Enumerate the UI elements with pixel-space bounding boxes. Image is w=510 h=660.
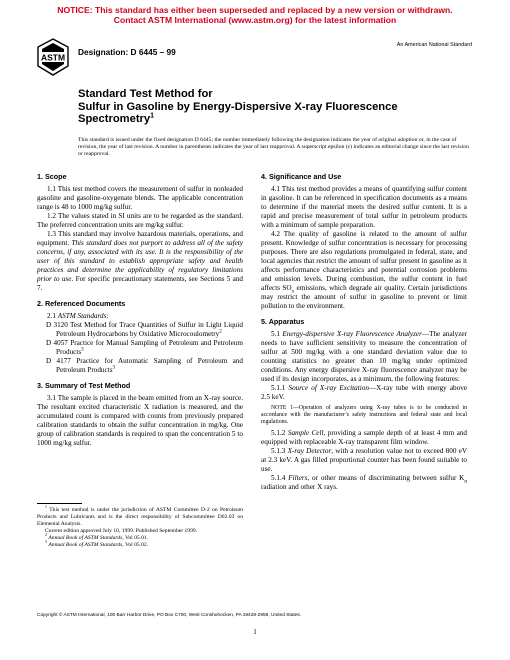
footnote-2: $^2$ Annual Book of ASTM Standards, Vol 05.01. (45, 533, 149, 541)
para-5-1-3: 5.1.3 X-ray Detector, with a resolution value not to exceed 800 eV at 2.3 keV. A gas filled proportional counter has been found suitable to use. (261, 447, 468, 473)
para-4-2: 4.2 The quality of gasoline is related to the amount of sulfur present. Knowledge of sulfur concentration is necessary for processing purposes. There are also regulations promulgated in federal, state, and local agencies that restrict the amount of sulfur present in gasoline as it affects performance characteristics and potential corrosion problems and emission levels. During combustion, the sulfur content in fuel affects $SO_x$ emissions, which degrade air quality. Certain jurisdictions may restrict the amount of sulfur in gasoline to prevent or limit pollution to the environment. (261, 230, 467, 310)
title-footnote-mark: 1 (150, 112, 155, 120)
notice-line-1: NOTICE: This standard has either been superseded and replaced by a new version or withdrawn. (57, 5, 453, 15)
title-line-3: Spectrometry$^1$ (78, 112, 155, 125)
para-3-1: 3.1 The sample is placed in the beam emitted from an X-ray source. The resultant excited characteristic X radiation is measured, and the accumulated count is compared with counts from previously prepared calibration standards to obtain the sulfur concentration in mg/kg. One group of calibration standards is required to span the concentration 5 to 1000 mg/kg sulfur. (37, 394, 243, 447)
reference-d3120: D 3120 Test Method for Trace Quantities of Sulfur in Light Liquid Petroleum Hydrocarbons by Oxidative Microcoulometry$^2$ (46, 321, 243, 338)
para-1-1: 1.1 This test method covers the measurement of sulfur in nonleaded gasoline and gasoline-oxygenate blends. The applicable concentration range is 48 to 1000 mg/kg sulfur. (37, 185, 243, 211)
svg-text:ASTM: ASTM (40, 52, 66, 63)
footnote-1: $^1$ This test method is under the jurisdiction of ASTM Committee D-2 on Petroleum Products and Lubricants and is the direct responsibility of Subcommittee D02.03 on Elemental Analysis. (37, 505, 243, 527)
section-4-heading: 4. Significance and Use (261, 172, 342, 181)
left-column (37, 172, 243, 448)
astm-logo-icon (36, 38, 70, 76)
para-5-1-2: 5.1.2 Sample Cell, providing a sample depth of at least 4 mm and equipped with replaceable X-ray transparent film window. (261, 429, 468, 446)
para-1-2: 1.2 The values stated in SI units are to be regarded as the standard. The preferred concentration units are mg/kg sulfur. (37, 212, 243, 229)
note-1: NOTE 1—Operation of analyzers using X-ray tubes is to be conducted in accordance with the manufacturer’s safety instructions and federal state and local regulations. (261, 405, 467, 425)
para-1-3: 1.3 This standard may involve hazardous materials, operations, and equipment. This standard does not purport to address all of the safety concerns, if any, associated with its use. It is the responsibility of the user of this standard to establish appropriate safety and health practices and determine the applicability of regulatory limitations prior to use. For specific precautionary statements, see Sections 5 and 7. (37, 230, 244, 292)
notice-line-2: Contact ASTM International (www.astm.org) for the latest information (113, 15, 397, 25)
withdrawal-notice (0, 5, 510, 25)
section-1-heading: 1. Scope (37, 172, 67, 181)
para-4-1: 4.1 This test method provides a means of quantifying sulfur content in gasoline. It can be referenced in specification documents as a means to determine if the material meets the desired sulfur content. It is a rapid and precise measurement of total sulfur in petroleum products with a minimum of sample preparation. (261, 185, 467, 229)
para-2-1: 2.1 ASTM Standards: (47, 312, 109, 320)
page-number: 1 (253, 628, 257, 636)
para-5-1: 5.1 Energy-dispersive X-ray Fluorescence Analyzer—The analyzer needs to have sufficient sensitivity to measure the concentration of sulfur at 500 mg/kg with a one standard deviation value due to counting statistics no greater than 10 mg/kg under optimized conditions. Any energy dispersive X-ray fluorescence analyzer may be used if its design incorporates, as a minimum, the following features: (261, 330, 468, 383)
para-5-1-4: 5.1.4 Filters, or other means of discriminating between sulfur $K_\alpha$ radiation and other X rays. (261, 474, 468, 491)
title-line-1: Standard Test Method for (78, 88, 213, 100)
footnotes (37, 507, 243, 549)
designation: Designation: D 6445 – 99 (78, 47, 176, 57)
section-5-heading: 5. Apparatus (261, 317, 305, 326)
footnote-1-edition: Current edition approved July 10, 1999. Published September 1999. (45, 528, 198, 534)
american-national-standard-label: An American National Standard (396, 42, 472, 48)
document-title (78, 88, 468, 126)
section-2-heading: 2. Referenced Documents (37, 299, 126, 308)
reference-d4057: D 4057 Practice for Manual Sampling of Petroleum and Petroleum Products$^3$ (46, 339, 243, 356)
issuance-statement: This standard is issued under the fixed designation D 6445; the number immediately following the designation indicates the year of original adoption or, in the case of revision, the year of last revision. A number in parentheses indicates the year of last reapproval. A superscript epsilon (ε) indicates an editorial change since the last revision or reapproval. (78, 137, 469, 157)
copyright-footer: Copyright © ASTM International, 100 Barr Harbor Drive, PO Box C700, West Conshohocken, PA 19428-2959, United States. (37, 613, 302, 618)
reference-d4177: D 4177 Practice for Automatic Sampling of Petroleum and Petroleum Products$^3$ (46, 357, 243, 374)
section-3-heading: 3. Summary of Test Method (37, 381, 131, 390)
footnote-3: $^3$ Annual Book of ASTM Standards, Vol 05.02. (45, 540, 149, 548)
para-5-1-1: 5.1.1 Source of X-ray Excitation—X-ray tube with energy above 2.5 keV. (261, 384, 467, 401)
footnote-divider (37, 503, 82, 504)
right-column (261, 172, 467, 492)
title-line-2: Sulfur in Gasoline by Energy-Dispersive X-ray Fluorescence (78, 100, 398, 113)
